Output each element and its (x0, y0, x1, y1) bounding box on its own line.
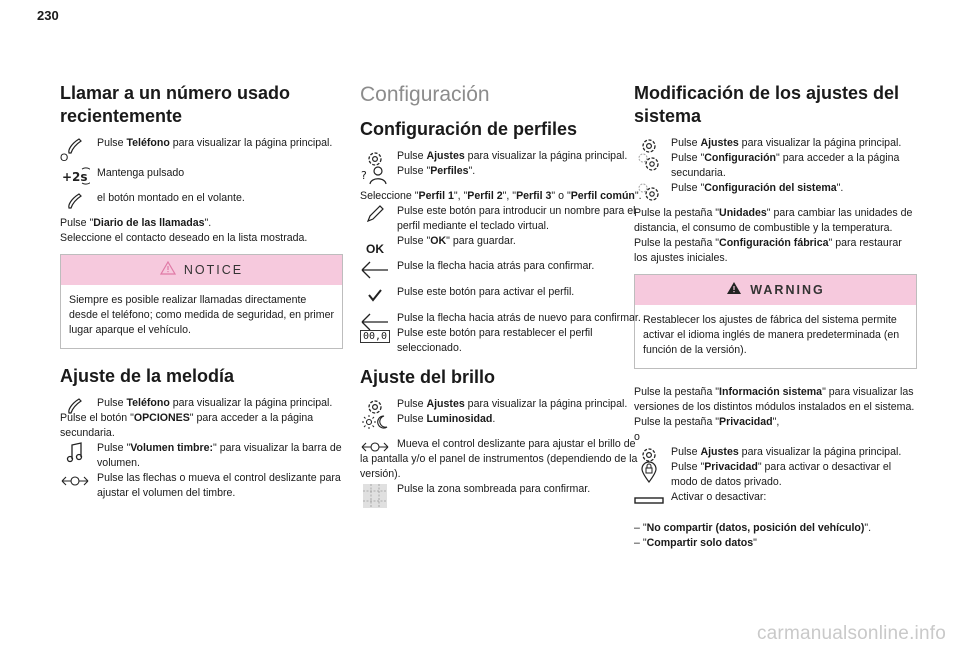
phone-icon (60, 191, 90, 215)
step-profile-activate: Pulse este botón para activar el perfil. (360, 285, 643, 311)
heading-profiles: Configuración de perfiles (360, 119, 578, 139)
step-profile-1: Pulse Ajustes para visualizar la página principal. (360, 149, 643, 164)
warning-title: WARNING (750, 283, 825, 297)
music-note-icon (60, 441, 90, 465)
watermark: carmanualsonline.info (756, 623, 946, 644)
page-number: 230 (37, 8, 59, 23)
privacy-location-icon (634, 460, 664, 484)
step-profile-2: ? Pulse "Perfiles". (360, 164, 643, 179)
step-privacy-2: Pulse "Privacidad" para activar o desactivar el modo de datos privado. (634, 460, 917, 490)
factory-text: Pulse la pestaña "Configuración fábrica" para restaurar los ajustes iniciales. (634, 237, 902, 264)
pencil-icon (360, 204, 390, 228)
warning-triangle-icon (160, 261, 176, 280)
column-system (634, 82, 917, 551)
warning-header (635, 275, 916, 305)
step-brightness-confirm: Pulse la zona sombreada para confirmar. (360, 482, 643, 497)
or-text: o (634, 431, 640, 443)
reset-icon: 00,0 (360, 330, 390, 354)
call-log-text: Pulse "Diario de las llamadas". (60, 217, 212, 229)
heading-recent-call: Llamar a un número usado recientemente (60, 83, 291, 126)
step-hold: +2s Mantenga pulsado (60, 166, 343, 181)
double-gear-icon (634, 181, 664, 205)
step-brightness-2: Pulse Luminosidad. (360, 412, 643, 427)
step-profile-back-2: Pulse la flecha hacia atrás de nuevo para confirmar. (360, 311, 643, 326)
warning-box (634, 274, 917, 369)
notice-box (60, 254, 343, 349)
step-profile-ok: OK Pulse "OK" para guardar. (360, 234, 643, 249)
privacy-tab-text: Pulse la pestaña "Privacidad", (634, 416, 780, 428)
step-ring-1: Pulse Teléfono para visualizar la página principal. (60, 396, 343, 411)
ok-icon: OK (366, 242, 384, 256)
step-phone-1: Pulse Teléfono para visualizar la página principal. (60, 136, 343, 151)
notice-header (61, 255, 342, 285)
step-system-1: Pulse Ajustes para visualizar la página principal. (634, 136, 917, 151)
toggle-bar-icon (634, 496, 664, 520)
heading-ringtone: Ajuste de la melodía (60, 366, 235, 386)
privacy-option-2: – "Compartir solo datos" (634, 537, 757, 549)
step-privacy-1: Pulse Ajustes para visualizar la página principal. (634, 445, 917, 460)
warning-body: Restablecer los ajustes de fábrica del sistema permite activar el idioma inglés de manera predeterminada (en función de la versión). (643, 314, 900, 356)
step-privacy-toggle: Activar o desactivar: (634, 490, 917, 505)
step-ring-slider: Pulse las flechas o mueva el control deslizante para ajustar el volumen del timbre. (60, 471, 343, 501)
options-text: Pulse el botón "OPCIONES" para acceder a la página secundaria. (60, 412, 314, 439)
slider-arrows-icon (360, 437, 390, 461)
privacy-option-1: – "No compartir (datos, posición del vehículo)". (634, 522, 872, 534)
shaded-zone-icon (360, 482, 390, 506)
slider-arrows-icon (60, 471, 90, 495)
column-config (360, 82, 643, 497)
step-system-2: Pulse "Configuración" para acceder a la página secundaria. (634, 151, 917, 181)
heading-brightness: Ajuste del brillo (360, 367, 496, 387)
svg-text:?: ? (361, 169, 367, 182)
step-profile-reset: 00,0 Pulse este botón para restablecer el perfil seleccionado. (360, 326, 643, 356)
sun-moon-icon (360, 412, 390, 436)
phone-icon (60, 396, 90, 420)
column-phone (60, 82, 343, 501)
section-title: Configuración (360, 83, 490, 106)
step-profile-back: Pulse la flecha hacia atrás para confirmar. (360, 259, 643, 285)
hold-2s-icon (60, 166, 90, 190)
phone-icon (60, 136, 90, 160)
select-profile-text: Seleccione "Perfil 1", "Perfil 2", "Perfil 3" o "Perfil común". (360, 190, 642, 202)
step-ring-volume: Pulse "Volumen timbre:" para visualizar la barra de volumen. (60, 441, 343, 471)
notice-title: NOTICE (183, 263, 244, 277)
back-arrow-icon (360, 259, 390, 283)
step-brightness-1: Pulse Ajustes para visualizar la página principal. (360, 397, 643, 412)
heading-system-settings: Modificación de los ajustes del sistema (634, 83, 900, 126)
step-steering-button: el botón montado en el volante. (60, 191, 343, 206)
step-system-3: Pulse "Configuración del sistema". (634, 181, 917, 196)
system-info-text: Pulse la pestaña "Información sistema" para visualizar las versiones de los distintos módulos instalados en el sistema. (634, 386, 915, 413)
svg-text:+2s: +2s (62, 170, 88, 184)
profile-question-icon (360, 164, 390, 188)
step-profile-name: Pulse este botón para introducir un nombre para el perfil mediante el teclado virtual. (360, 204, 643, 234)
double-gear-icon (634, 151, 664, 175)
units-text: Pulse la pestaña "Unidades" para cambiar las unidades de distancia, el consumo de combustible y la temperatura. (634, 207, 913, 234)
select-contact-text: Seleccione el contacto deseado en la lista mostrada. (60, 232, 308, 244)
warning-triangle-icon (726, 281, 742, 300)
or-text: O (60, 152, 69, 164)
step-brightness-slider: Mueva el control deslizante para ajustar el brillo de la pantalla y/o el panel de instrumentos (dependiendo de la versión). (360, 438, 638, 480)
checkmark-icon (360, 285, 390, 309)
notice-body: Siempre es posible realizar llamadas directamente desde el teléfono; como medida de seguridad, en primer lugar aparque el vehículo. (69, 294, 335, 336)
